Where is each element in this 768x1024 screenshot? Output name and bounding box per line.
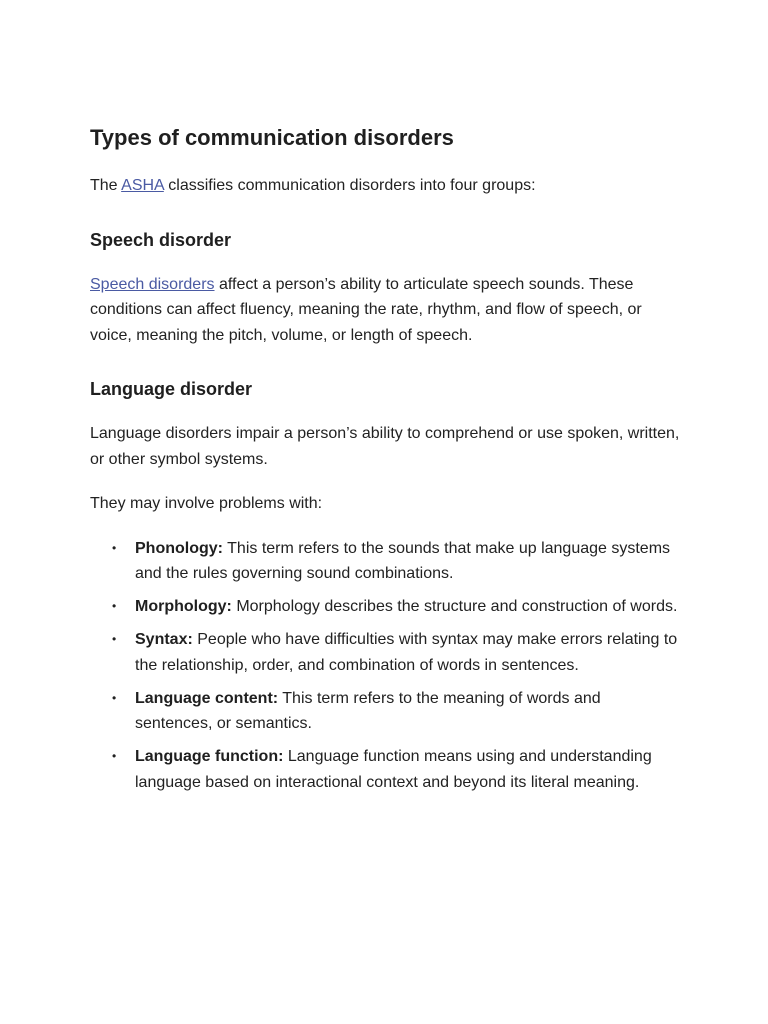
list-item-term: Language function: [135,748,284,765]
list-item-text: This term refers to the meaning of words and sentences, or semantics. [135,689,601,732]
intro-paragraph [90,173,680,199]
list-item [112,686,680,737]
asha-link[interactable]: ASHA [121,177,164,194]
list-item [112,627,680,678]
bullet-icon: • [112,599,117,613]
language-disorder-paragraph: Language disorders impair a person’s ability to comprehend or use spoken, written, or other symbol systems. [90,425,680,468]
article-body [90,124,680,803]
bullet-icon: • [112,540,117,555]
bullet-icon: • [112,632,117,646]
list-item [112,744,680,795]
speech-disorders-link[interactable]: Speech disorders [90,275,215,293]
language-problems-list [90,536,680,796]
speech-disorder-paragraph [90,272,680,349]
language-disorder-heading: Language disorder [90,379,253,399]
list-item-term: Morphology: [135,598,232,615]
list-item-text: This term refers to the sounds that make up language systems and the rules governing sound combinations. [135,539,671,582]
list-item [112,594,680,620]
involve-paragraph: They may involve problems with: [90,495,323,512]
list-item-term: Language content: [135,689,279,707]
intro-text-after: classifies communication disorders into four groups: [163,177,536,194]
list-item [112,536,680,587]
list-item-text: Language function means using and understanding language based on interactional context and beyond its literal meaning. [135,748,652,791]
list-item-text: Morphology describes the structure and construction of words. [231,598,678,615]
page-title: Types of communication disorders [90,125,454,150]
speech-disorder-text: affect a person’s ability to articulate speech sounds. These conditions can affect fluency, meaning the rate, rhythm, and flow of speech, or voice, meaning the pitch, volume, or length of speech. [90,275,642,344]
intro-text-before: The [90,177,122,194]
speech-disorder-heading: Speech disorder [90,229,232,250]
list-item-text: People who have difficulties with syntax may make errors relating to the relationship, order, and combination of words in sentences. [135,631,678,674]
bullet-icon: • [112,690,117,705]
list-item-term: Phonology: [135,539,223,557]
list-item-term: Syntax: [135,631,193,648]
bullet-icon: • [112,749,117,763]
